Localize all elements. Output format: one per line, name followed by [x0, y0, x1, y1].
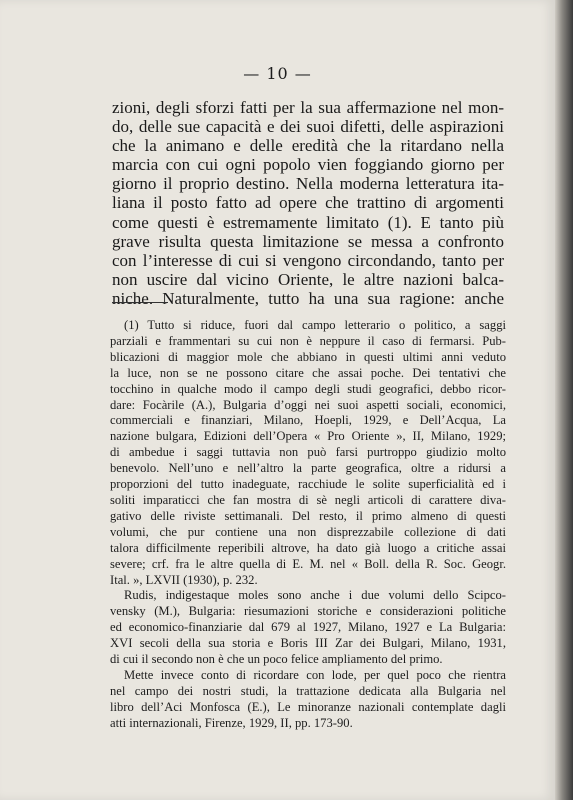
page-edge-shadow: [555, 0, 573, 800]
footnote-line: blicazioni di maggior mole che abbiano in questi ultimi anni veduto: [110, 349, 506, 364]
footnote-line: commerciali e finanziari, Milano, Hoepli, 1929, e Dell’Acqua, La: [110, 413, 506, 428]
footnote-line: volumi, che pur contiene una non disprezzabile collezione di dati: [110, 524, 506, 539]
body-line: giorno il proprio destino. Nella moderna letteratura ita-: [112, 174, 504, 194]
footnote-line: di ambedue i saggi tuttavia non può farsi purtroppo giudizio molto: [110, 445, 506, 460]
body-line: grave risulta questa limitazione se messa a confronto: [112, 231, 504, 251]
footnote-line: nel campo dei nostri studi, la trattazione dedicata alla Bulgaria nel: [110, 683, 506, 698]
footnote-line: dare: Focàrile (A.), Bulgaria d’oggi nei suoi aspetti sociali, economici,: [110, 397, 506, 412]
footnote-line: la luce, non se ne possono citare che assai poche. Dei tentativi che: [110, 365, 506, 380]
body-line: niche. Naturalmente, tutto ha una sua ragione: anche: [112, 288, 504, 308]
footnote-line: Rudis, indigestaque moles sono anche i due volumi dello Scipco-: [124, 588, 506, 603]
footnote-line: parziali e frammentari su cui non è neppure il caso di fermarsi. Pub-: [110, 333, 506, 348]
footnote-line: soliti imparaticci che fan mostra di sè negli articoli di carattere diva-: [110, 492, 506, 507]
footnote-line: atti internazionali, Firenze, 1929, II, pp. 173-90.: [110, 715, 353, 730]
footnote-line: talora difficilmente reperibili altrove, ha dato già luogo a critiche assai: [110, 540, 506, 555]
footnote-line: (1) Tutto si riduce, fuori dal campo letterario o politico, a saggi: [124, 318, 506, 332]
footnote-separator: [112, 302, 168, 303]
body-line: zioni, degli sforzi fatti per la sua affermazione nel mon-: [112, 98, 504, 117]
footnote-line: proporzioni del tutto inadeguate, racchiude le solite superficialità ed i: [110, 477, 506, 492]
body-line: che la animano e delle eredità che la ritardano nella: [112, 136, 504, 156]
footnote-line: XVI secoli della sua storia e Boris III Zar dei Bulgari, Milano, 1931,: [110, 636, 506, 651]
footnote-line: Mette invece conto di ricordare con lode, per quel poco che rientra: [124, 667, 506, 682]
footnote-line: gativo delle riviste settimanali. Del resto, il primo almeno di questi: [110, 508, 506, 523]
body-line: marcia con cui ogni popolo vien foggiando giorno per: [112, 155, 504, 175]
body-line: do, delle sue capacità e dei suoi difetti, delle aspirazioni: [112, 117, 504, 137]
footnote-line: tocchino in qualche modo il campo degli studi geografici, debbo ricor-: [110, 381, 506, 396]
page-number: — 10 —: [243, 64, 312, 83]
body-line: come questi è estremamente limitato (1). E tanto più: [112, 212, 504, 232]
body-line: non uscire dal vicino Oriente, le altre nazioni balca-: [112, 269, 504, 289]
footnote-line: Ital. », LXVII (1930), p. 232.: [110, 572, 258, 587]
footnote-line: vensky (M.), Bulgaria: riesumazioni storiche e considerazioni politiche: [110, 604, 506, 619]
footnotes: [110, 318, 506, 732]
body-line: liana il posto fatto ad opere che trattino di argomenti: [112, 193, 504, 213]
footnote-line: di cui il secondo non è che un poco felice ampliamento del primo.: [110, 652, 443, 667]
footnote-line: severe; crf. fra le altre quella di E. M. nel « Boll. della R. Soc. Geogr.: [110, 556, 506, 571]
body-line: con l’interesse di cui si vengono circondando, tanto per: [112, 250, 504, 270]
body-text: [112, 98, 504, 308]
footnote-line: nazione bulgara, Edizioni dell’Opera « Pro Oriente », II, Milano, 1929;: [110, 429, 506, 444]
footnote-line: benevolo. Nell’uno e nell’altro la parte geografica, oltre a ridursi a: [110, 461, 506, 476]
footnote-line: libro dell’Aci Monfosca (E.), Le minoranze nazionali contemplate dagli: [110, 699, 506, 714]
footnote-line: ed economico-finanziarie dal 679 al 1927, Milano, 1927 e La Bulgaria:: [110, 620, 506, 635]
